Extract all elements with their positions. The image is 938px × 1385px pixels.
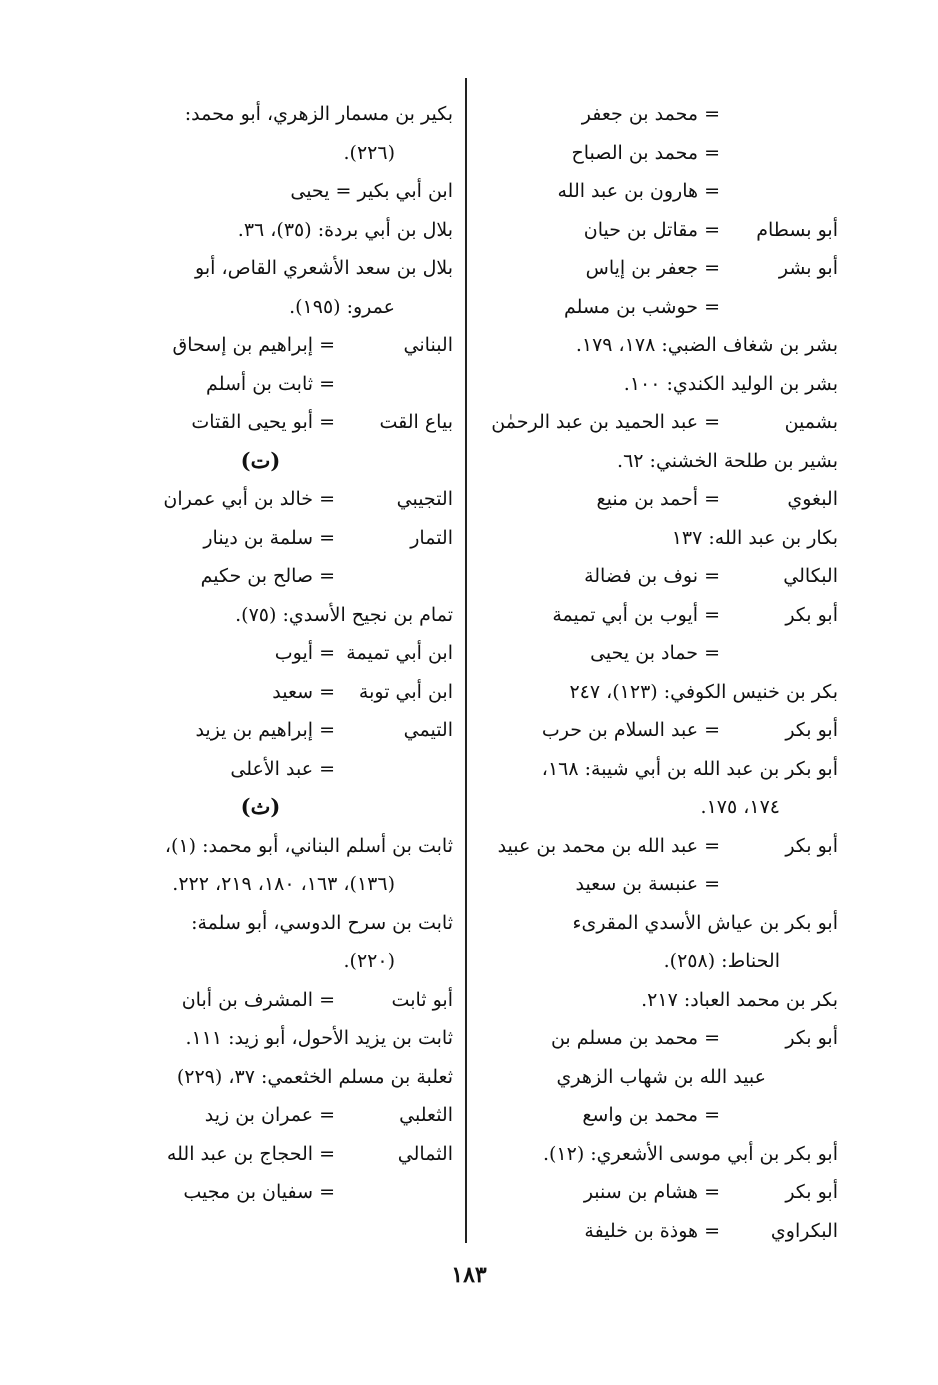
entry-name: أبو بكر (785, 834, 838, 857)
entry-reference: = عنبسة بن سعيد (575, 873, 720, 895)
index-cross-reference (68, 557, 453, 596)
index-cross-reference (482, 634, 838, 673)
index-column-left (68, 95, 453, 1212)
index-cross-reference (482, 711, 838, 750)
entry-reference: = أحمد بن منيع (596, 488, 720, 510)
entry-reference: = محمد بن مسلم بن (550, 1027, 720, 1049)
entry-text: بكر بن خنيس الكوفي: (١٢٣)، ٢٤٧ (569, 680, 838, 703)
entry-reference: = نوف بن فضالة (584, 565, 720, 587)
entry-text: بكير بن مسمار الزهري، أبو محمد: (184, 103, 453, 125)
entry-name: أبو بكر (785, 1027, 838, 1049)
index-entry (482, 1135, 838, 1174)
entry-name: بياع القت (379, 411, 453, 433)
index-entry (482, 519, 838, 558)
entry-reference: = سلمة بن دينار (203, 526, 335, 549)
entry-reference: = عمران بن زيد (204, 1104, 335, 1126)
entry-reference: = حماد بن يحيى (590, 642, 720, 664)
entry-reference: = محمد بن الصباح (571, 141, 720, 164)
index-cross-reference (482, 134, 838, 173)
index-cross-reference (482, 172, 838, 211)
entry-reference: = عبد الله بن محمد بن عبيد (497, 834, 720, 857)
index-cross-reference (482, 480, 838, 519)
index-entry (482, 981, 838, 1020)
entry-text: أبو بكر بن أبي موسى الأشعري: (١٢). (542, 1142, 838, 1165)
entry-reference: = هوذة بن خليفة (584, 1219, 720, 1242)
entry-text: بشر بن شغاف الضبي: ١٧٨، ١٧٩. (575, 334, 838, 356)
index-entry (482, 326, 838, 365)
entry-text: عبيد الله بن شهاب الزهري (556, 1065, 766, 1088)
entry-text: ثابت بن سرح الدوسي، أبو سلمة: (191, 911, 453, 934)
entry-name: ابن أبي تميمة (346, 642, 453, 664)
entry-text: بكار بن عبد الله: ١٣٧ (671, 526, 838, 549)
entry-reference: = عبد السلام بن حرب (541, 719, 720, 741)
entry-reference: = جعفر بن إياس (585, 257, 720, 279)
entry-name: البكراوي (770, 1219, 838, 1242)
entry-name: التجيبي (396, 488, 453, 510)
entry-reference: = أيوب (274, 642, 335, 664)
index-cross-reference (482, 211, 838, 250)
entry-reference: = محمد بن جعفر (581, 103, 720, 125)
entry-name: البناني (403, 334, 453, 356)
index-cross-reference (68, 519, 453, 558)
entry-continuation (68, 865, 453, 904)
entry-reference: = المشرف بن أبان (181, 988, 335, 1011)
entry-name: التيمي (403, 719, 453, 741)
index-entry (482, 365, 838, 404)
index-cross-reference (68, 634, 453, 673)
index-cross-reference (68, 981, 453, 1020)
entry-name: ابن أبي توبة (358, 680, 453, 703)
entry-text: ١٧٤، ١٧٥. (700, 796, 780, 818)
index-cross-reference (68, 403, 453, 442)
entry-continuation (482, 788, 838, 827)
index-entry (68, 1058, 453, 1097)
entry-reference: = مقاتل بن حيان (583, 218, 720, 241)
entry-text: تمام بن نجيح الأسدي: (٧٥). (235, 603, 453, 626)
index-entry (68, 904, 453, 943)
entry-name: أبو بكر (785, 1181, 838, 1203)
entry-reference: = عبد الأعلى (230, 757, 335, 780)
entry-continuation (68, 134, 453, 173)
index-entry (68, 95, 453, 134)
entry-text: ثابت بن يزيد الأحول، أبو زيد: ١١١. (185, 1027, 453, 1049)
entry-text: ثعلبة بن مسلم الخثعمي: ٣٧، (٢٢٩) (176, 1065, 453, 1088)
entry-text: ثابت بن أسلم البناني، أبو محمد: (١)، (164, 834, 453, 857)
index-cross-reference (68, 365, 453, 404)
entry-name: التمار (410, 526, 453, 549)
entry-text: أبو بكر بن عياش الأسدي المقرىء (572, 911, 838, 934)
letter-heading (68, 442, 453, 481)
entry-text: بلال بن أبي بردة: (٣٥)، ٣٦. (237, 218, 453, 241)
entry-reference: = أبو يحيى القتات (191, 411, 335, 433)
index-entry (482, 904, 838, 943)
index-entry (68, 1019, 453, 1058)
entry-reference: = عبد الحميد بن عبد الرحمٰن (491, 411, 720, 433)
index-cross-reference (482, 1096, 838, 1135)
entry-reference: = هشام بن سنبر (583, 1181, 720, 1203)
index-cross-reference (482, 95, 838, 134)
entry-name: أبو بشر (778, 257, 838, 279)
index-cross-reference (482, 557, 838, 596)
entry-text: (٢٢٦). (343, 141, 395, 164)
entry-name: الثعلبي (399, 1104, 453, 1126)
index-column-right (482, 95, 838, 1250)
entry-text: أبو بكر بن عبد الله بن أبي شيبة: ١٦٨، (541, 757, 838, 780)
index-entry (68, 596, 453, 635)
entry-reference: = صالح بن حكيم (200, 565, 335, 587)
index-cross-reference (68, 1135, 453, 1174)
entry-text: بشير بن طلحة الخشني: ٦٢. (617, 449, 838, 472)
index-entry (482, 442, 838, 481)
entry-name: أبو بكر (785, 719, 838, 741)
entry-reference: = ثابت بن أسلم (206, 372, 335, 395)
index-cross-reference (68, 480, 453, 519)
entry-reference: = هارون بن عبد الله (557, 180, 720, 202)
entry-text: ابن أبي بكير = يحيى (290, 180, 453, 202)
entry-text: (٢٢٠). (343, 950, 395, 972)
column-divider (465, 78, 467, 1243)
index-cross-reference (482, 827, 838, 866)
entry-name: أبو ثابت (391, 988, 453, 1011)
index-cross-reference (68, 711, 453, 750)
index-cross-reference (68, 1173, 453, 1212)
index-cross-reference (68, 326, 453, 365)
index-entry (68, 211, 453, 250)
index-cross-reference (482, 596, 838, 635)
letter-heading (68, 788, 453, 827)
index-cross-reference (482, 249, 838, 288)
index-cross-reference (482, 865, 838, 904)
page-number: ١٨٣ (451, 1262, 487, 1288)
index-cross-reference (482, 403, 838, 442)
entry-name: بشمين (784, 411, 838, 433)
index-entry (68, 827, 453, 866)
index-cross-reference (482, 1212, 838, 1251)
entry-text: الحناط: (٢٥٨). (663, 950, 780, 972)
index-cross-reference (482, 288, 838, 327)
index-entry (68, 249, 453, 288)
index-cross-reference (482, 1173, 838, 1212)
reference-continuation (482, 1058, 838, 1097)
entry-name: أبو بكر (785, 603, 838, 626)
entry-name: أبو بسطام (756, 218, 838, 241)
entry-reference: = الحجاج بن عبد الله (166, 1142, 335, 1165)
entry-text: بلال بن سعد الأشعري القاص، أبو (195, 257, 453, 279)
entry-reference: = خالد بن أبي عمران (163, 488, 335, 510)
entry-text: (١٣٦)، ١٦٣، ١٨٠، ٢١٩، ٢٢٢. (172, 873, 395, 895)
index-entry (482, 673, 838, 712)
entry-reference: = إبراهيم بن يزيد (195, 719, 335, 741)
index-entry (68, 172, 453, 211)
index-cross-reference (68, 750, 453, 789)
entry-name: الثمالي (397, 1142, 453, 1165)
entry-text: بشر بن الوليد الكندي: ١٠٠. (623, 372, 838, 395)
entry-reference: = أيوب بن أبي تميمة (552, 603, 720, 626)
index-cross-reference (482, 1019, 838, 1058)
entry-name: البغوي (787, 488, 838, 510)
entry-reference: = سعيد (272, 680, 335, 703)
letter-heading-text: (ت) (240, 447, 281, 473)
entry-text: بكر بن محمد العباد: ٢١٧. (641, 988, 838, 1011)
entry-reference: = إبراهيم بن إسحاق (172, 334, 335, 356)
entry-name: البكالي (783, 565, 838, 587)
entry-text: عمرو: (١٩٥). (289, 295, 395, 318)
entry-continuation (68, 942, 453, 981)
entry-continuation (482, 942, 838, 981)
entry-reference: = حوشب بن مسلم (564, 295, 720, 318)
index-cross-reference (68, 1096, 453, 1135)
index-entry (482, 750, 838, 789)
index-cross-reference (68, 673, 453, 712)
entry-reference: = محمد بن واسع (582, 1104, 720, 1126)
entry-reference: = سفيان بن مجيب (183, 1181, 335, 1203)
letter-heading-text: (ث) (240, 794, 281, 819)
entry-continuation (68, 288, 453, 327)
